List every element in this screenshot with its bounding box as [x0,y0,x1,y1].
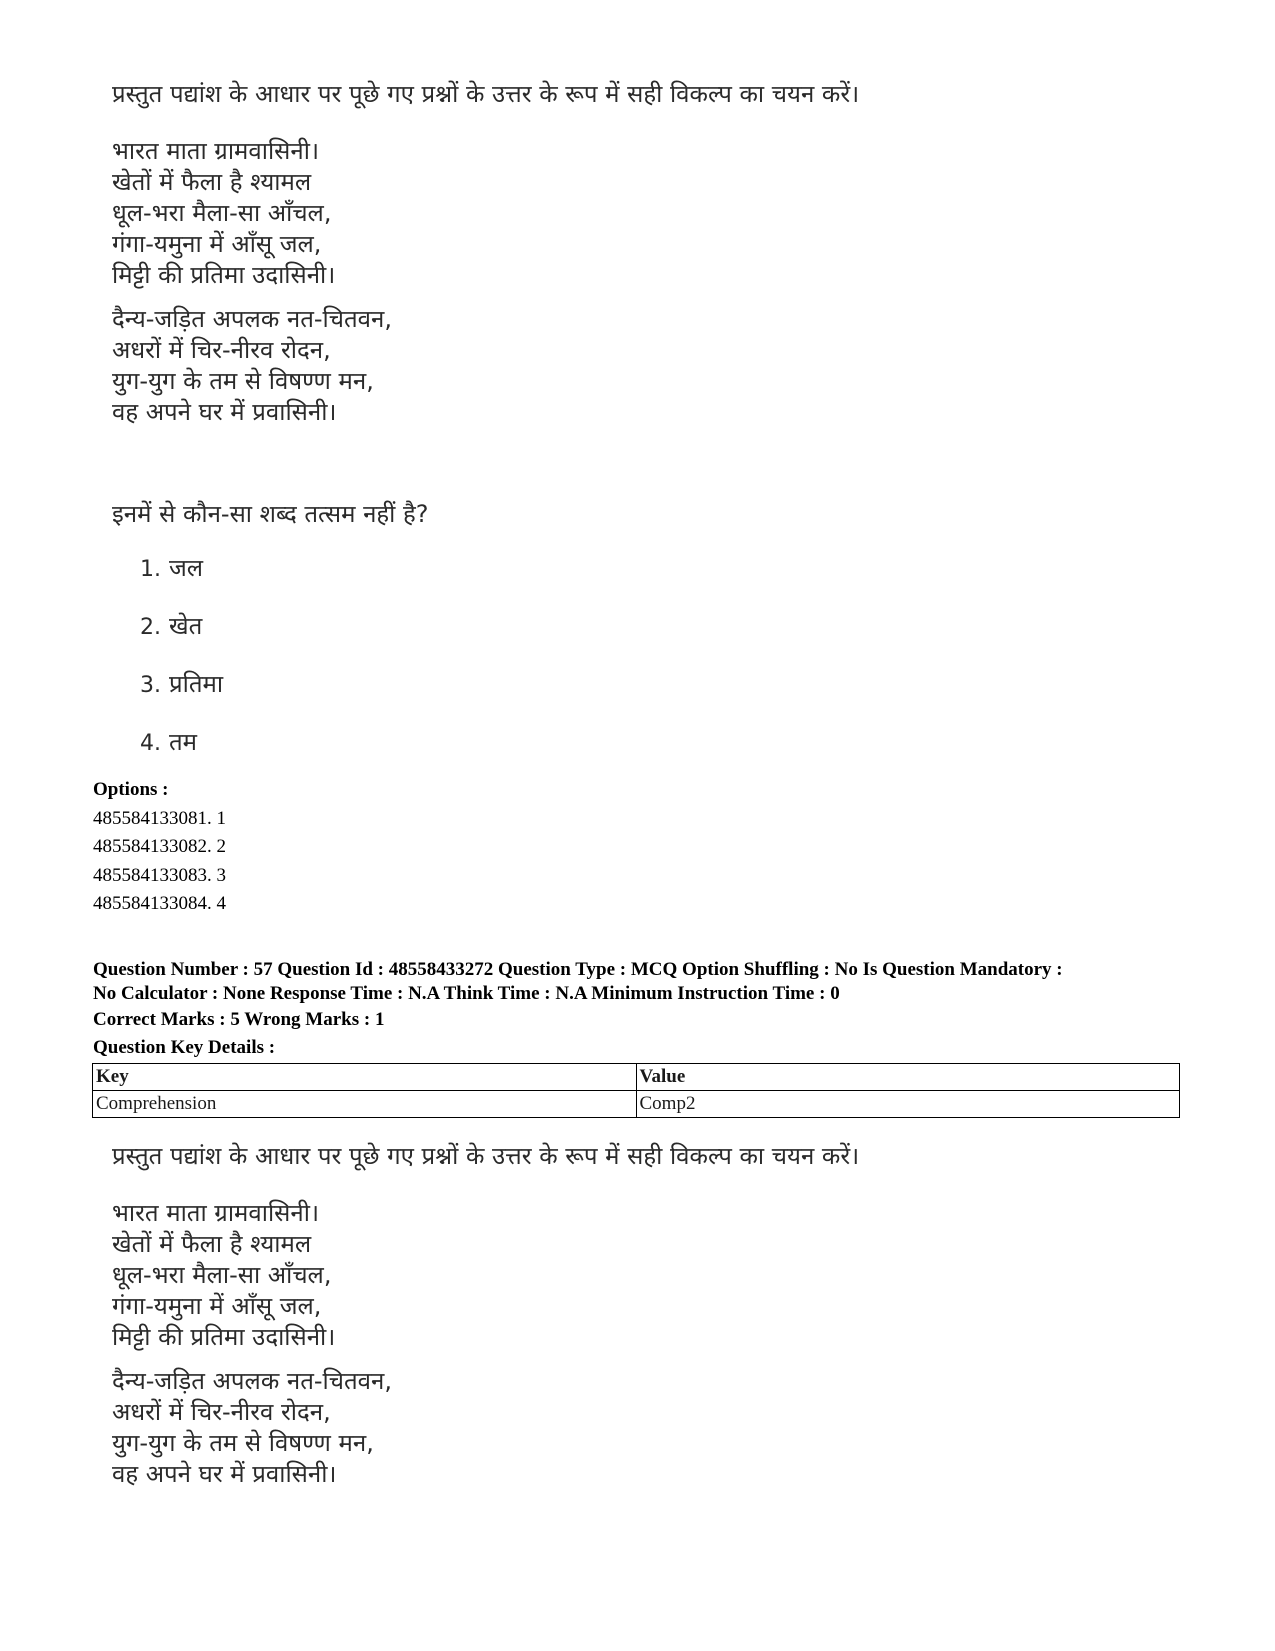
instruction-text: प्रस्तुत पद्यांश के आधार पर पूछे गए प्रश्नों के उत्तर के रूप में सही विकल्प का चयन करें। [112,80,860,108]
choice-label: तम [169,728,198,756]
table-header-value: Value [636,1064,1180,1091]
poem-line: वह अपने घर में प्रवासिनी। [112,398,337,426]
poem-line: दैन्य-जड़ित अपलक नत-चितवन, [112,305,392,333]
table-cell-key: Comprehension [93,1091,637,1118]
metadata-line-1: Question Number : 57 Question Id : 48558433272 Question Type : MCQ Option Shuffling : No Is Question Mandatory : [93,959,1063,980]
table-row [93,1091,1180,1118]
choice-item [140,610,223,668]
poem-line: भारत माता ग्रामवासिनी। [112,1199,320,1227]
poem-line: धूल-भरा मैला-सा आँचल, [112,1261,332,1289]
choice-label: जल [169,554,204,582]
option-id-line: 485584133084. 4 [93,893,226,914]
poem-line: अधरों में चिर-नीरव रोदन, [112,1398,331,1426]
poem-stanza-3 [112,1198,335,1353]
passage-instruction-1 [112,78,1212,110]
metadata-line-2: No Calculator : None Response Time : N.A Think Time : N.A Minimum Instruction Time : 0 [93,983,840,1004]
poem-line: दैन्य-जड़ित अपलक नत-चितवन, [112,1367,392,1395]
choice-list [140,552,223,784]
choice-number: 1. [140,557,161,582]
table-header-row [93,1064,1180,1091]
poem-line: वह अपने घर में प्रवासिनी। [112,1460,337,1488]
options-block [93,776,226,919]
poem-stanza-1 [112,136,335,291]
choice-item [140,668,223,726]
passage-instruction-2: प्रस्तुत पद्यांश के आधार पर पूछे गए प्रश्नों के उत्तर के रूप में सही विकल्प का चयन करें। [112,1142,860,1170]
poem-line: अधरों में चिर-नीरव रोदन, [112,336,331,364]
choice-label: खेत [169,612,203,640]
poem-line: गंगा-यमुना में आँसू जल, [112,230,322,258]
poem-line: धूल-भरा मैला-सा आँचल, [112,199,332,227]
poem-line: युग-युग के तम से विषण्ण मन, [112,367,374,395]
key-details-table [92,1063,1180,1118]
key-details-title: Question Key Details : [93,1037,276,1058]
question-metadata [93,958,1243,1006]
choice-label: प्रतिमा [169,670,224,698]
poem-line: खेतों में फैला है श्यामल [112,1230,312,1258]
choice-number: 3. [140,673,161,698]
poem-stanza-2 [112,304,392,428]
marks-line: Correct Marks : 5 Wrong Marks : 1 [93,1009,385,1030]
choice-number: 2. [140,615,161,640]
question-text: इनमें से कौन-सा शब्द तत्सम नहीं है? [112,500,429,528]
poem-line: मिट्टी की प्रतिमा उदासिनी। [112,261,336,289]
options-title: Options : [93,779,169,800]
poem-line: मिट्टी की प्रतिमा उदासिनी। [112,1323,336,1351]
poem-line: खेतों में फैला है श्यामल [112,168,312,196]
option-id-line: 485584133082. 2 [93,836,226,857]
poem-stanza-4 [112,1366,392,1490]
poem-line: भारत माता ग्रामवासिनी। [112,137,320,165]
poem-line: गंगा-यमुना में आँसू जल, [112,1292,322,1320]
option-id-line: 485584133081. 1 [93,807,226,829]
choice-item [140,552,223,610]
table-cell-value: Comp2 [636,1091,1180,1118]
choice-number: 4. [140,731,161,756]
option-id-line: 485584133083. 3 [93,864,226,886]
table-header-key: Key [93,1064,637,1091]
poem-line: युग-युग के तम से विषण्ण मन, [112,1429,374,1457]
